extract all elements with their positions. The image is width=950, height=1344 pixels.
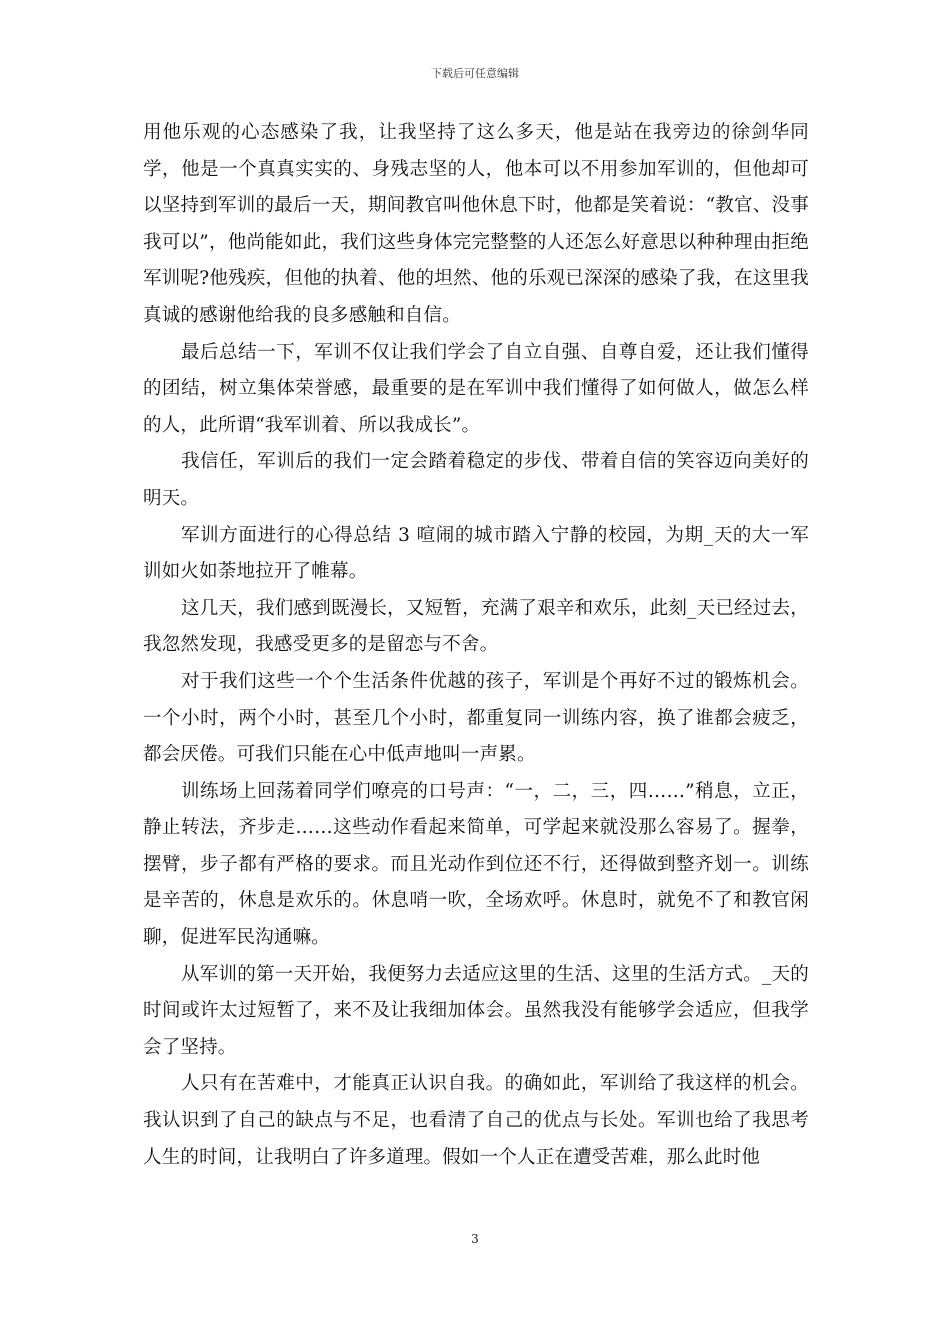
- paragraph-3: 我信任，军训后的我们一定会踏着稳定的步伐、带着自信的笑容迈向美好的明天。: [143, 451, 809, 509]
- document-body: [143, 115, 809, 1176]
- paragraph-8: 从军训的第一天开始，我便努力去适应这里的生活、这里的生活方式。_天的时间或许太过短暂了，来不及让我细加体会。虽然我没有能够学会适应，但我学会了坚持。: [143, 963, 809, 1058]
- paragraph-9: 人只有在苦难中，才能真正认识自我。的确如此，军训给了我这样的机会。我认识到了自己的缺点与不足，也看清了自己的优点与长处。军训也给了我思考人生的时间，让我明白了许多道理。假如一个人正在遭受苦难，那么此时他: [143, 1073, 809, 1168]
- paragraph-5: 这几天，我们感到既漫长，又短暂，充满了艰辛和欢乐，此刻_天已经过去，我忽然发现，我感受更多的是留恋与不舍。: [143, 597, 809, 656]
- page-number: 3: [471, 1232, 479, 1246]
- paragraph-4: 军训方面进行的心得总结 3 喧闹的城市踏入宁静的校园，为期_天的大一军训如火如荼地拉开了帷幕。: [143, 524, 809, 583]
- paragraph-1: 用他乐观的心态感染了我，让我坚持了这么多天，他是站在我旁边的徐剑华同学，他是一个真真实实的、身残志坚的人，他本可以不用参加军训的，但他却可以坚持到军训的最后一天，期间教官叫他休息下时，他都是笑着说：“教官、没事我可以”，他尚能如此，我们这些身体完完整整的人还怎么好意思以种种理由拒绝军训呢?他残疾，但他的执着、他的坦然、他的乐观已深深的感染了我，在这里我真诚的感谢他给我的良多感触和自信。: [143, 122, 809, 326]
- paragraph-7: 训练场上回荡着同学们嘹亮的口号声：“一，二，三，四……”稍息，立正，静止转法，齐步走……这些动作看起来简单，可学起来就没那么容易了。握拳，摆臂，步子都有严格的要求。而且光动作到位还不行，还得做到整齐划一。训练是辛苦的，休息是欢乐的。休息哨一吹，全场欢呼。休息时，就免不了和教官闲聊，促进军民沟通嘛。: [143, 780, 809, 949]
- page-header: 下载后可任意编辑: [431, 67, 519, 80]
- paragraph-6: 对于我们这些一个个生活条件优越的孩子，军训是个再好不过的锻炼机会。一个小时，两个小时，甚至几个小时，都重复同一训练内容，换了谁都会疲乏，都会厌倦。可我们只能在心中低声地叫一声累。: [143, 670, 809, 766]
- paragraph-2: 最后总结一下，军训不仅让我们学会了自立自强、自尊自爱，还让我们懂得的团结，树立集体荣誉感，最重要的是在军训中我们懂得了如何做人，做怎么样的人，此所谓“我军训着、所以我成长”。: [143, 341, 809, 436]
